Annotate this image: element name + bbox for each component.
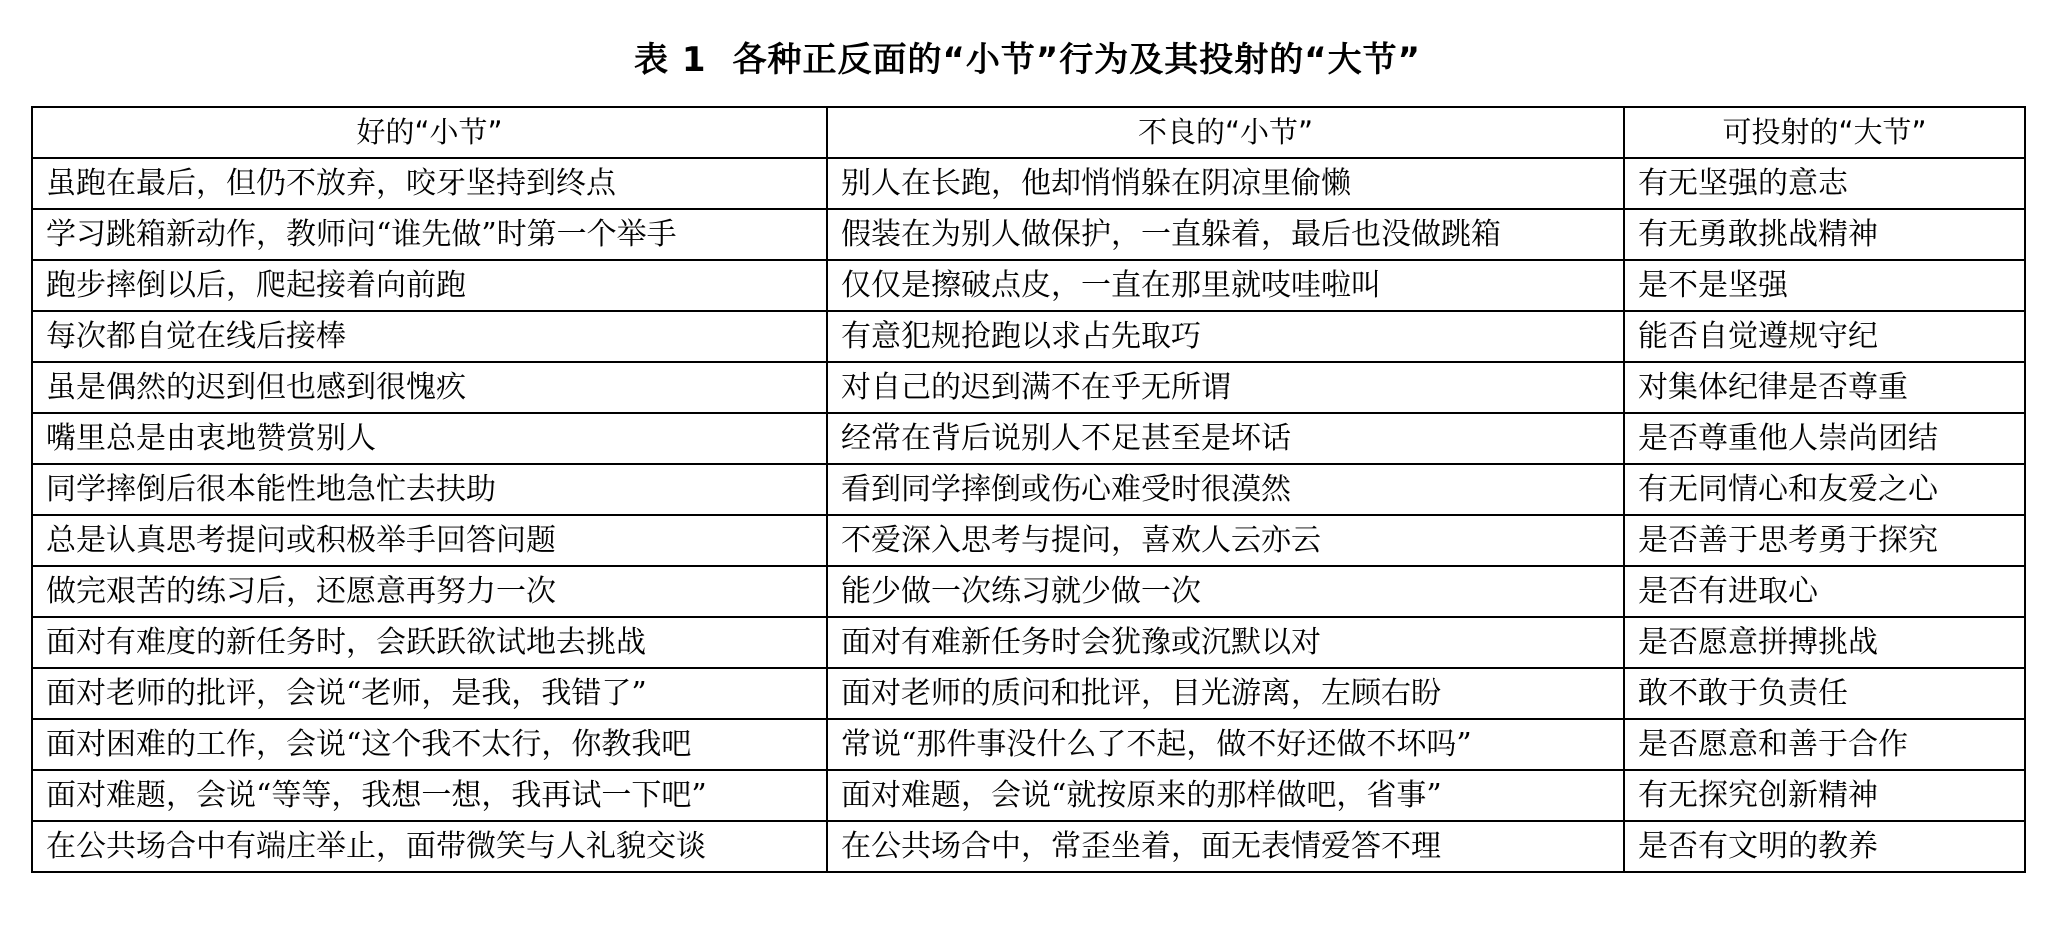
- cell-good-behavior: 面对老师的批评，会说“老师，是我，我错了”: [32, 668, 827, 719]
- behavior-table: [31, 106, 2026, 873]
- table-row: [32, 362, 2025, 413]
- header-good-behavior: 好的“小节”: [32, 107, 827, 158]
- cell-projected-character: 是否善于思考勇于探究: [1624, 515, 2025, 566]
- cell-bad-behavior: 常说“那件事没什么了不起，做不好还做不坏吗”: [827, 719, 1624, 770]
- table-row: [32, 413, 2025, 464]
- cell-projected-character: 是不是坚强: [1624, 260, 2025, 311]
- cell-bad-behavior: 对自己的迟到满不在乎无所谓: [827, 362, 1624, 413]
- table-row: [32, 158, 2025, 209]
- cell-bad-behavior: 面对难题，会说“就按原来的那样做吧，省事”: [827, 770, 1624, 821]
- table-body: [32, 158, 2025, 872]
- header-projected-character: 可投射的“大节”: [1624, 107, 2025, 158]
- cell-projected-character: 有无坚强的意志: [1624, 158, 2025, 209]
- cell-good-behavior: 面对有难度的新任务时，会跃跃欲试地去挑战: [32, 617, 827, 668]
- cell-bad-behavior: 面对有难新任务时会犹豫或沉默以对: [827, 617, 1624, 668]
- cell-good-behavior: 虽跑在最后，但仍不放弃，咬牙坚持到终点: [32, 158, 827, 209]
- cell-bad-behavior: 看到同学摔倒或伤心难受时很漠然: [827, 464, 1624, 515]
- cell-projected-character: 对集体纪律是否尊重: [1624, 362, 2025, 413]
- table-row: [32, 719, 2025, 770]
- header-row: [32, 107, 2025, 158]
- table-row: [32, 821, 2025, 872]
- table-caption: [0, 38, 2055, 82]
- cell-bad-behavior: 别人在长跑，他却悄悄躲在阴凉里偷懒: [827, 158, 1624, 209]
- cell-good-behavior: 总是认真思考提问或积极举手回答问题: [32, 515, 827, 566]
- table-row: [32, 260, 2025, 311]
- cell-good-behavior: 每次都自觉在线后接棒: [32, 311, 827, 362]
- table-row: [32, 209, 2025, 260]
- cell-projected-character: 有无探究创新精神: [1624, 770, 2025, 821]
- cell-projected-character: 是否有进取心: [1624, 566, 2025, 617]
- table-row: [32, 515, 2025, 566]
- table-row: [32, 770, 2025, 821]
- cell-projected-character: 有无勇敢挑战精神: [1624, 209, 2025, 260]
- table-title: 各种正反面的“小节”行为及其投射的“大节”: [732, 40, 1421, 80]
- cell-good-behavior: 面对难题，会说“等等，我想一想，我再试一下吧”: [32, 770, 827, 821]
- cell-good-behavior: 跑步摔倒以后，爬起接着向前跑: [32, 260, 827, 311]
- cell-good-behavior: 面对困难的工作，会说“这个我不太行，你教我吧: [32, 719, 827, 770]
- cell-good-behavior: 在公共场合中有端庄举止，面带微笑与人礼貌交谈: [32, 821, 827, 872]
- cell-projected-character: 有无同情心和友爱之心: [1624, 464, 2025, 515]
- table-row: [32, 566, 2025, 617]
- cell-bad-behavior: 在公共场合中，常歪坐着，面无表情爱答不理: [827, 821, 1624, 872]
- cell-bad-behavior: 假装在为别人做保护，一直躲着，最后也没做跳箱: [827, 209, 1624, 260]
- cell-bad-behavior: 有意犯规抢跑以求占先取巧: [827, 311, 1624, 362]
- cell-projected-character: 是否有文明的教养: [1624, 821, 2025, 872]
- cell-projected-character: 是否愿意拼搏挑战: [1624, 617, 2025, 668]
- cell-good-behavior: 虽是偶然的迟到但也感到很愧疚: [32, 362, 827, 413]
- table-row: [32, 464, 2025, 515]
- cell-bad-behavior: 仅仅是擦破点皮，一直在那里就吱哇啦叫: [827, 260, 1624, 311]
- cell-good-behavior: 学习跳箱新动作，教师问“谁先做”时第一个举手: [32, 209, 827, 260]
- table-row: [32, 668, 2025, 719]
- table-row: [32, 617, 2025, 668]
- cell-bad-behavior: 经常在背后说别人不足甚至是坏话: [827, 413, 1624, 464]
- cell-good-behavior: 做完艰苦的练习后，还愿意再努力一次: [32, 566, 827, 617]
- cell-bad-behavior: 面对老师的质问和批评，目光游离，左顾右盼: [827, 668, 1624, 719]
- cell-bad-behavior: 能少做一次练习就少做一次: [827, 566, 1624, 617]
- header-bad-behavior: 不良的“小节”: [827, 107, 1624, 158]
- cell-projected-character: 能否自觉遵规守纪: [1624, 311, 2025, 362]
- cell-projected-character: 敢不敢于负责任: [1624, 668, 2025, 719]
- table-number: 表 1: [634, 40, 707, 80]
- cell-projected-character: 是否愿意和善于合作: [1624, 719, 2025, 770]
- cell-bad-behavior: 不爱深入思考与提问，喜欢人云亦云: [827, 515, 1624, 566]
- cell-projected-character: 是否尊重他人崇尚团结: [1624, 413, 2025, 464]
- table-row: [32, 311, 2025, 362]
- cell-good-behavior: 同学摔倒后很本能性地急忙去扶助: [32, 464, 827, 515]
- cell-good-behavior: 嘴里总是由衷地赞赏别人: [32, 413, 827, 464]
